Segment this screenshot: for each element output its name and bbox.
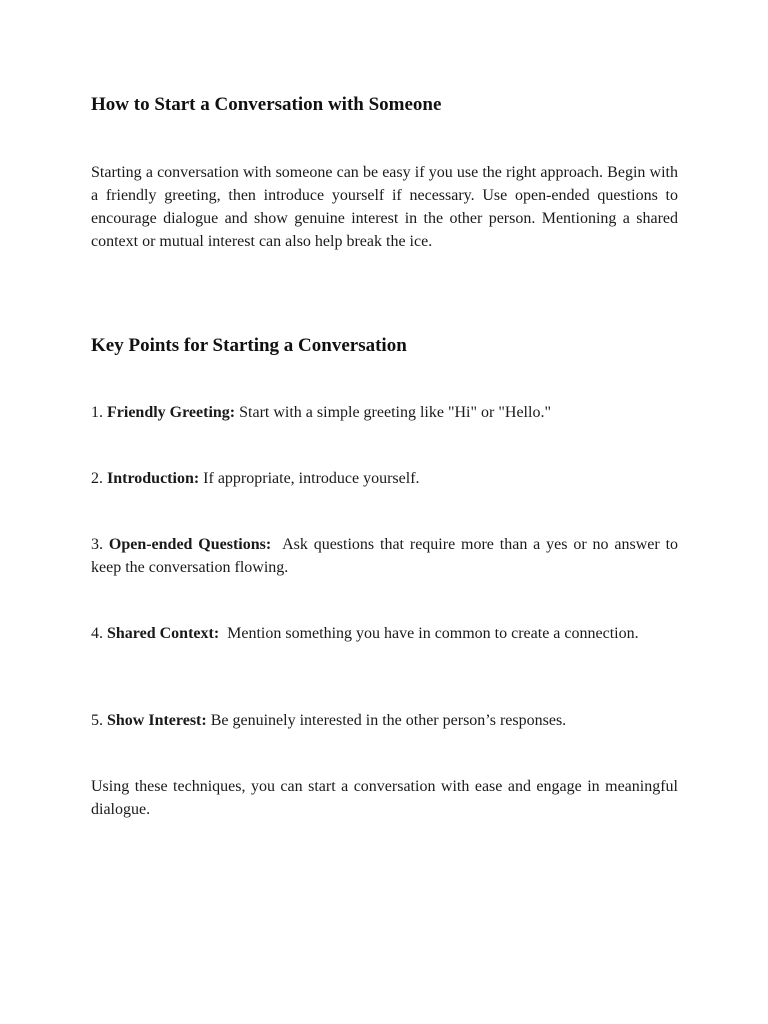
- key-point-2: [91, 467, 678, 490]
- key-point-1: [91, 401, 678, 424]
- key-point-term: Show Interest:: [107, 712, 207, 729]
- intro-paragraph: Starting a conversation with someone can be easy if you use the right approach. Begin with a friendly greeting, then introduce yourself if necessary. Use open-ended questions to encourage dialogue and show genuine interest in the other person. Mentioning a shared context or mutual interest can also help break the ice.: [91, 164, 678, 250]
- key-point-number: 1.: [91, 404, 103, 421]
- section-heading: Key Points for Starting a Conversation: [91, 335, 407, 356]
- key-point-number: 3.: [91, 536, 103, 553]
- key-point-text: Be genuinely interested in the other person’s responses.: [210, 712, 567, 729]
- key-point-4: [91, 622, 678, 645]
- key-point-3: [91, 533, 678, 579]
- key-point-term: Introduction:: [107, 470, 200, 487]
- page-title: How to Start a Conversation with Someone: [91, 94, 442, 115]
- closing-paragraph: Using these techniques, you can start a conversation with ease and engage in meaningful dialogue.: [91, 778, 678, 818]
- key-point-5: [91, 709, 678, 732]
- key-point-text: Mention something you have in common to create a connection.: [227, 625, 639, 642]
- key-point-term: Friendly Greeting:: [107, 404, 236, 421]
- key-point-text: Start with a simple greeting like "Hi" or "Hello.": [239, 404, 551, 421]
- key-point-term: Open-ended Questions:: [108, 536, 272, 553]
- key-point-number: 5.: [91, 712, 103, 729]
- key-point-text: Ask questions that require more than a yes or no answer to keep the conversation flowing.: [91, 536, 679, 576]
- key-point-term: Shared Context:: [107, 625, 220, 642]
- key-point-text: If appropriate, introduce yourself.: [203, 470, 420, 487]
- key-point-number: 4.: [91, 625, 103, 642]
- key-point-number: 2.: [91, 470, 103, 487]
